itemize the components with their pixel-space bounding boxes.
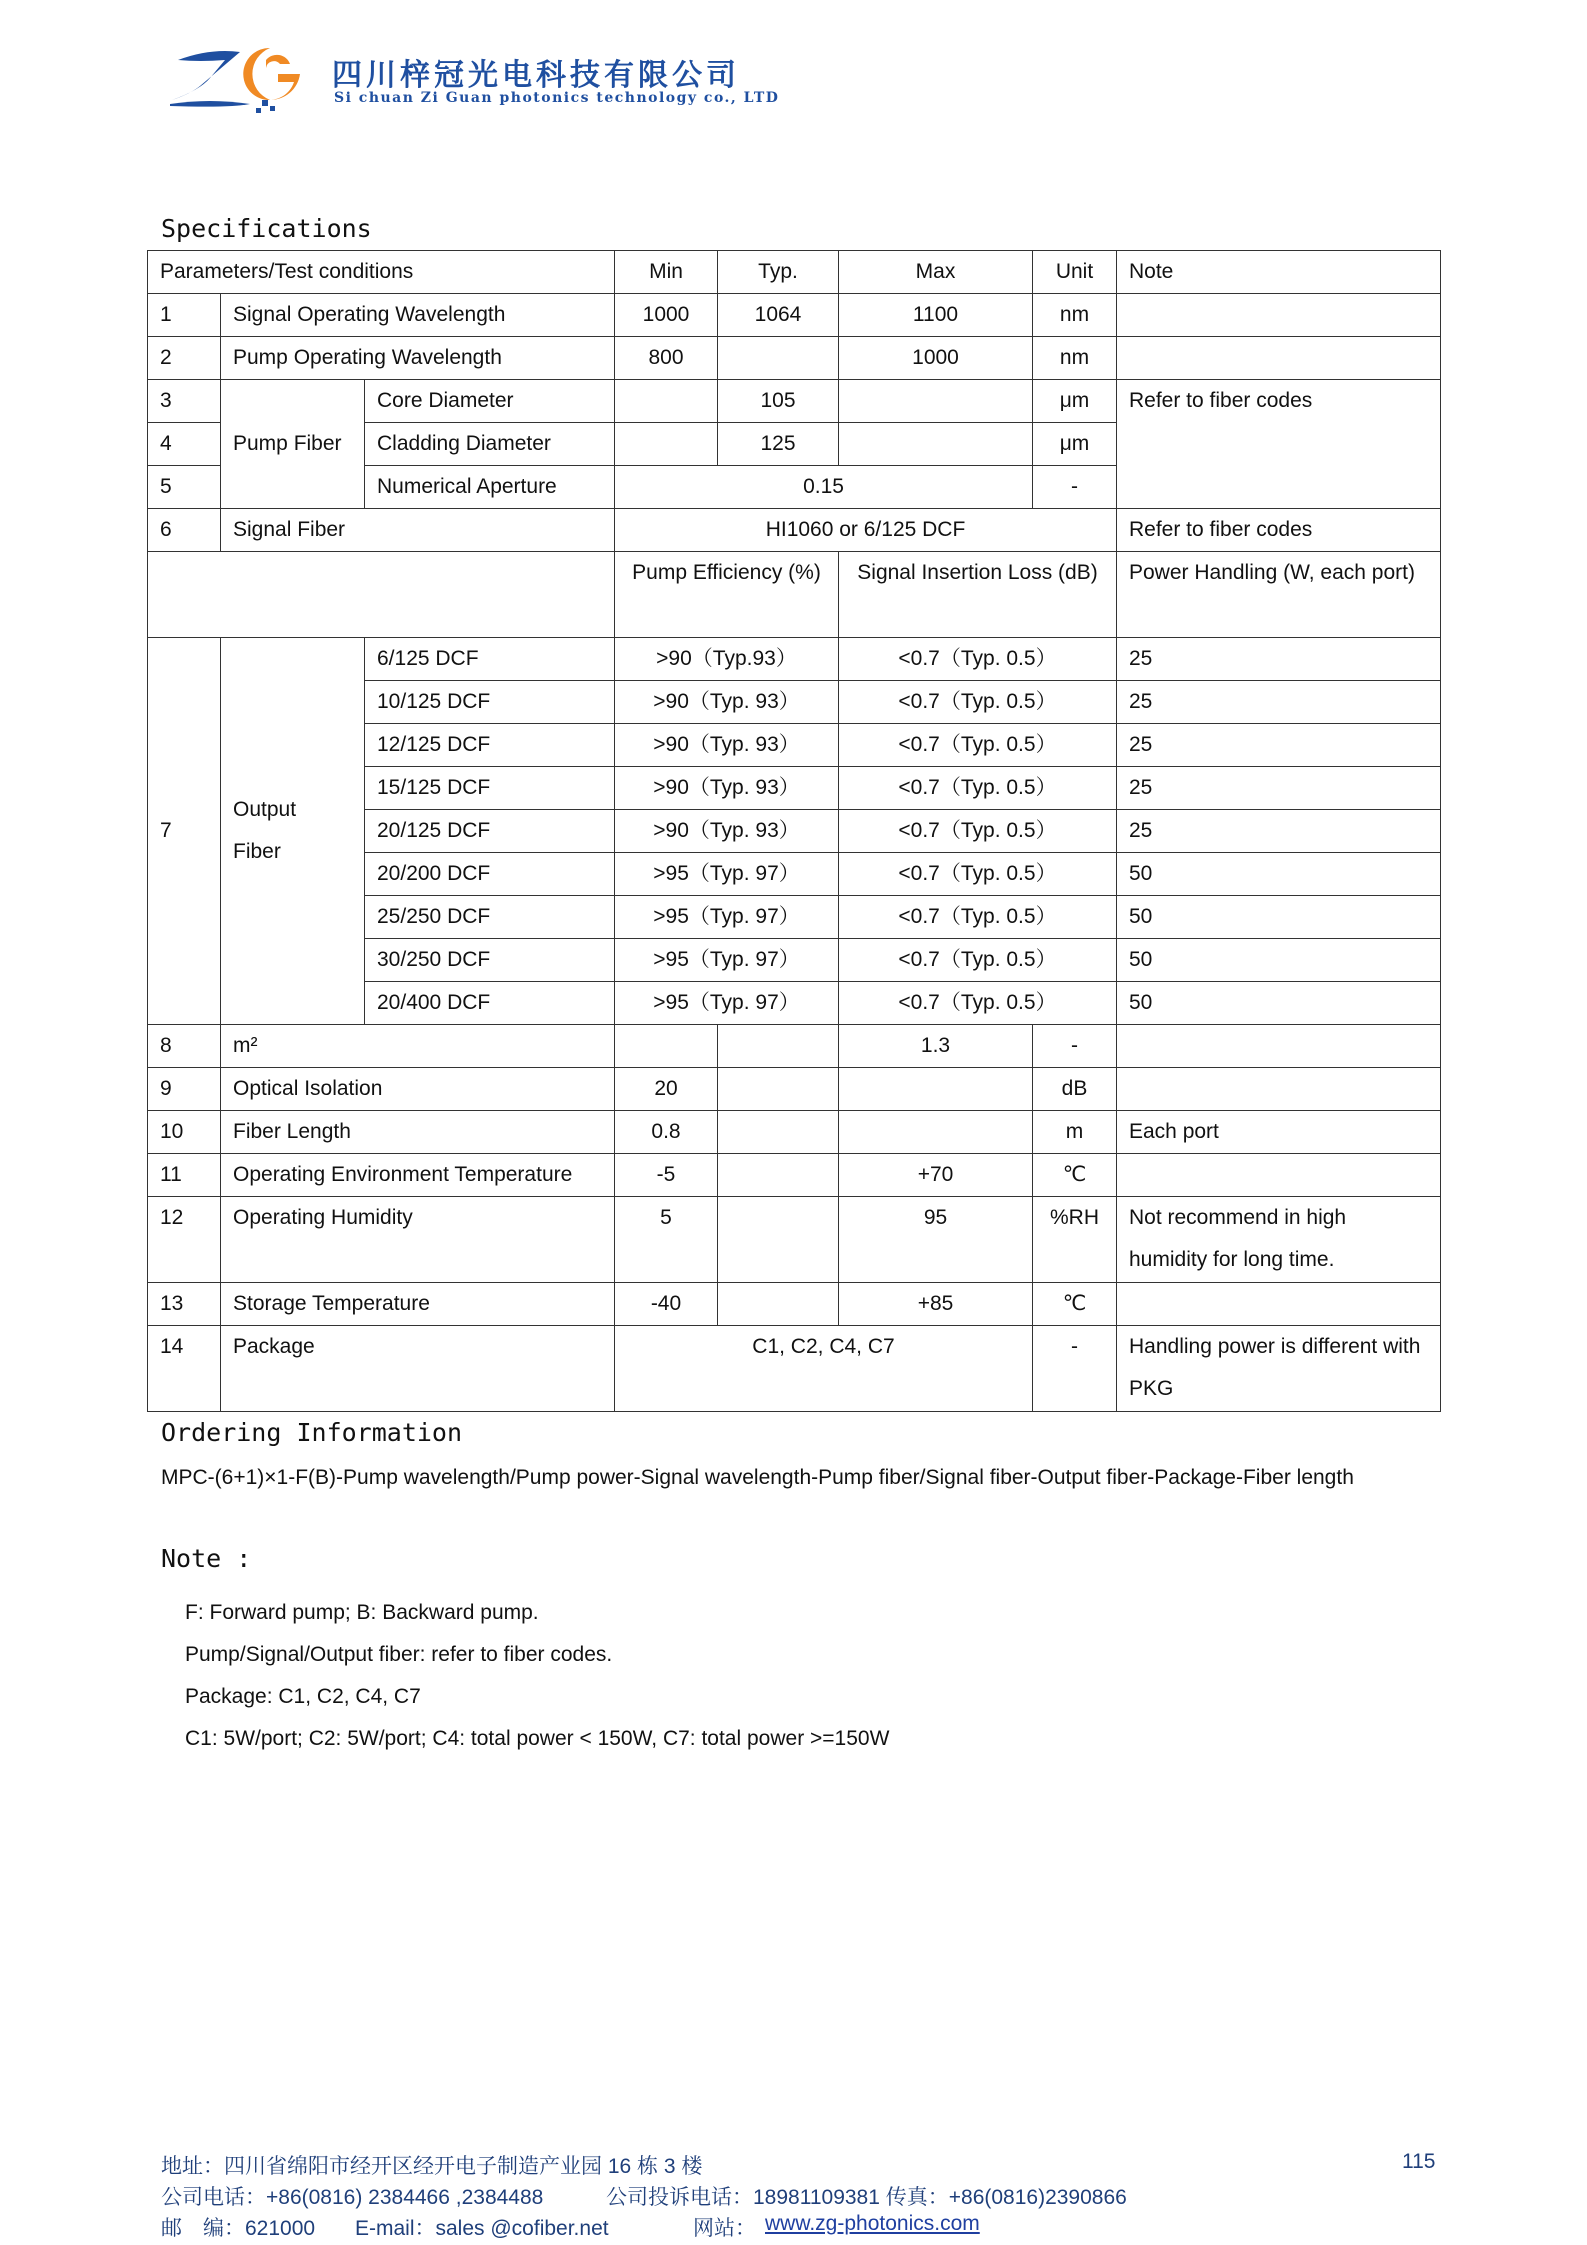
header-min: Min <box>615 251 718 294</box>
param-name: Package <box>221 1326 615 1412</box>
typ-value <box>718 1197 839 1283</box>
min-value: -5 <box>615 1154 718 1197</box>
footer-website-link[interactable]: www.zg-photonics.com <box>765 2212 980 2235</box>
typ-value <box>718 1111 839 1154</box>
insertion-loss: <0.7（Typ. 0.5） <box>839 681 1117 724</box>
unit-value: nm <box>1033 337 1117 380</box>
row-number: 3 <box>148 380 221 423</box>
unit-value: ℃ <box>1033 1154 1117 1197</box>
table-row <box>148 380 1441 423</box>
power-handling: 50 <box>1117 896 1441 939</box>
min-value: 0.8 <box>615 1111 718 1154</box>
table-row <box>148 509 1441 552</box>
typ-value <box>718 1025 839 1068</box>
max-value <box>839 1111 1033 1154</box>
pump-efficiency: >90（Typ. 93） <box>615 767 839 810</box>
unit-value: nm <box>1033 294 1117 337</box>
row-number: 2 <box>148 337 221 380</box>
pump-efficiency: >90（Typ. 93） <box>615 810 839 853</box>
power-handling: 25 <box>1117 681 1441 724</box>
param-name: Pump Operating Wavelength <box>221 337 615 380</box>
max-value: 1000 <box>839 337 1033 380</box>
table-row <box>148 638 1441 681</box>
typ-value: 1064 <box>718 294 839 337</box>
unit-value: - <box>1033 466 1117 509</box>
unit-value: - <box>1033 1326 1117 1412</box>
specifications-table <box>147 250 1441 1412</box>
note-value <box>1117 1025 1441 1068</box>
table-row <box>148 294 1441 337</box>
max-value: 1.3 <box>839 1025 1033 1068</box>
row-number: 11 <box>148 1154 221 1197</box>
insertion-loss: <0.7（Typ. 0.5） <box>839 853 1117 896</box>
note-value: Refer to fiber codes <box>1117 380 1441 509</box>
unit-value: %RH <box>1033 1197 1117 1283</box>
company-logo <box>170 38 810 123</box>
insertion-loss: <0.7（Typ. 0.5） <box>839 638 1117 681</box>
header-max: Max <box>839 251 1033 294</box>
company-name-cn: 四川梓冠光电科技有限公司 <box>332 58 740 93</box>
fiber-type: 10/125 DCF <box>365 681 615 724</box>
output-fiber-subheader-row <box>148 552 1441 638</box>
table-row <box>148 1154 1441 1197</box>
ordering-information-title: Ordering Information <box>161 1418 463 1447</box>
footer-phone: 公司电话：+86(0816) 2384466 ,2384488 <box>161 2186 544 2209</box>
max-value: 1100 <box>839 294 1033 337</box>
min-value <box>615 423 718 466</box>
param-name: Operating Environment Temperature <box>221 1154 615 1197</box>
unit-value: ℃ <box>1033 1283 1117 1326</box>
note-value: Handling power is different with PKG <box>1117 1326 1441 1412</box>
pump-efficiency: >90（Typ. 93） <box>615 724 839 767</box>
power-handling: 25 <box>1117 724 1441 767</box>
pump-efficiency: >90（Typ. 93） <box>615 681 839 724</box>
pump-efficiency: >95（Typ. 97） <box>615 939 839 982</box>
param-name: Optical Isolation <box>221 1068 615 1111</box>
note-value: Not recommend in high humidity for long time. <box>1117 1197 1441 1283</box>
typ-value <box>718 1283 839 1326</box>
param-name: m² <box>221 1025 615 1068</box>
insertion-loss: <0.7（Typ. 0.5） <box>839 982 1117 1025</box>
param-name: Core Diameter <box>365 380 615 423</box>
param-name: Signal Operating Wavelength <box>221 294 615 337</box>
row-number: 13 <box>148 1283 221 1326</box>
table-row <box>148 1326 1441 1412</box>
specifications-title: Specifications <box>161 214 372 243</box>
insertion-loss: <0.7（Typ. 0.5） <box>839 724 1117 767</box>
header-parameters: Parameters/Test conditions <box>148 251 615 294</box>
typ-value: 105 <box>718 380 839 423</box>
note-item: Pump/Signal/Output fiber: refer to fiber codes. <box>185 1643 613 1666</box>
min-value: 800 <box>615 337 718 380</box>
value-span: HI1060 or 6/125 DCF <box>615 509 1117 552</box>
note-item: Package: C1, C2, C4, C7 <box>185 1685 421 1708</box>
min-value: 20 <box>615 1068 718 1111</box>
param-name: Fiber Length <box>221 1111 615 1154</box>
param-name: Numerical Aperture <box>365 466 615 509</box>
table-row <box>148 1025 1441 1068</box>
unit-value: μm <box>1033 423 1117 466</box>
footer-postcode: 邮 编：621000 <box>161 2217 316 2240</box>
note-value <box>1117 337 1441 380</box>
insertion-loss: <0.7（Typ. 0.5） <box>839 939 1117 982</box>
page-number: 115 <box>1402 2150 1436 2173</box>
note-value: Refer to fiber codes <box>1117 509 1441 552</box>
fiber-type: 25/250 DCF <box>365 896 615 939</box>
note-value <box>1117 1068 1441 1111</box>
note-item: C1: 5W/port; C2: 5W/port; C4: total power < 150W, C7: total power >=150W <box>185 1727 890 1750</box>
row-number: 5 <box>148 466 221 509</box>
unit-value: - <box>1033 1025 1117 1068</box>
header-note: Note <box>1117 251 1441 294</box>
footer-email: E-mail：sales @cofiber.net <box>355 2217 609 2240</box>
fiber-type: 15/125 DCF <box>365 767 615 810</box>
typ-value <box>718 337 839 380</box>
notes-list <box>185 1592 889 1760</box>
insertion-loss: <0.7（Typ. 0.5） <box>839 896 1117 939</box>
param-name: Signal Fiber <box>221 509 615 552</box>
fiber-type: 6/125 DCF <box>365 638 615 681</box>
param-name: Cladding Diameter <box>365 423 615 466</box>
power-handling-header: Power Handling (W, each port) <box>1117 552 1441 638</box>
min-value <box>615 1025 718 1068</box>
footer-address: 地址：四川省绵阳市经开区经开电子制造产业园 16 栋 3 楼 <box>161 2155 703 2178</box>
pump-efficiency: >95（Typ. 97） <box>615 982 839 1025</box>
fiber-type: 20/200 DCF <box>365 853 615 896</box>
pump-efficiency: >95（Typ. 97） <box>615 896 839 939</box>
empty-cell <box>148 552 615 638</box>
table-row <box>148 1283 1441 1326</box>
value-span: C1, C2, C4, C7 <box>615 1326 1033 1412</box>
unit-value: m <box>1033 1111 1117 1154</box>
row-number: 10 <box>148 1111 221 1154</box>
fiber-type: 30/250 DCF <box>365 939 615 982</box>
fiber-type: 20/400 DCF <box>365 982 615 1025</box>
max-value <box>839 1068 1033 1111</box>
note-value <box>1117 1283 1441 1326</box>
fiber-type: 20/125 DCF <box>365 810 615 853</box>
max-value <box>839 423 1033 466</box>
row-number: 8 <box>148 1025 221 1068</box>
note-item: F: Forward pump; B: Backward pump. <box>185 1601 539 1624</box>
unit-value: μm <box>1033 380 1117 423</box>
max-value <box>839 380 1033 423</box>
row-number: 12 <box>148 1197 221 1283</box>
max-value: 95 <box>839 1197 1033 1283</box>
power-handling: 25 <box>1117 638 1441 681</box>
insertion-loss: <0.7（Typ. 0.5） <box>839 810 1117 853</box>
min-value: 1000 <box>615 294 718 337</box>
row-number: 6 <box>148 509 221 552</box>
footer-complaint-fax: 公司投诉电话：18981109381 传真：+86(0816)2390866 <box>606 2186 1127 2209</box>
output-fiber-label-2: Fiber <box>233 840 281 863</box>
param-name: Operating Humidity <box>221 1197 615 1283</box>
pump-efficiency: >90（Typ.93） <box>615 638 839 681</box>
typ-value: 125 <box>718 423 839 466</box>
min-value: -40 <box>615 1283 718 1326</box>
row-number: 4 <box>148 423 221 466</box>
power-handling: 50 <box>1117 939 1441 982</box>
header-unit: Unit <box>1033 251 1117 294</box>
pump-efficiency-header: Pump Efficiency (%) <box>615 552 839 638</box>
row-number: 1 <box>148 294 221 337</box>
table-row <box>148 1111 1441 1154</box>
power-handling: 50 <box>1117 853 1441 896</box>
row-number: 14 <box>148 1326 221 1412</box>
insertion-loss: <0.7（Typ. 0.5） <box>839 767 1117 810</box>
ordering-code: MPC-(6+1)×1-F(B)-Pump wavelength/Pump power-Signal wavelength-Pump fiber/Signal fiber-Output fiber-Package-Fiber length <box>161 1466 1354 1489</box>
note-value <box>1117 1154 1441 1197</box>
output-fiber-label-1: Output <box>233 798 297 821</box>
pump-fiber-label: Pump Fiber <box>221 380 365 509</box>
output-fiber-label <box>221 638 365 1025</box>
min-value: 5 <box>615 1197 718 1283</box>
value-span: 0.15 <box>615 466 1033 509</box>
row-number: 7 <box>148 638 221 1025</box>
unit-value: dB <box>1033 1068 1117 1111</box>
typ-value <box>718 1068 839 1111</box>
power-handling: 25 <box>1117 810 1441 853</box>
min-value <box>615 380 718 423</box>
note-value: Each port <box>1117 1111 1441 1154</box>
table-header-row <box>148 251 1441 294</box>
zg-logo-icon <box>170 38 330 118</box>
max-value: +85 <box>839 1283 1033 1326</box>
row-number: 9 <box>148 1068 221 1111</box>
note-value <box>1117 294 1441 337</box>
footer-website-label: 网站： <box>693 2217 756 2240</box>
typ-value <box>718 1154 839 1197</box>
table-row <box>148 337 1441 380</box>
insertion-loss-header: Signal Insertion Loss (dB) <box>839 552 1117 638</box>
table-row <box>148 1197 1441 1283</box>
pump-efficiency: >95（Typ. 97） <box>615 853 839 896</box>
power-handling: 50 <box>1117 982 1441 1025</box>
header-typ: Typ. <box>718 251 839 294</box>
max-value: +70 <box>839 1154 1033 1197</box>
table-row <box>148 1068 1441 1111</box>
company-name-en: Si chuan Zi Guan photonics technology co., LTD <box>334 90 780 106</box>
fiber-type: 12/125 DCF <box>365 724 615 767</box>
note-title: Note : <box>161 1544 252 1573</box>
power-handling: 25 <box>1117 767 1441 810</box>
param-name: Storage Temperature <box>221 1283 615 1326</box>
